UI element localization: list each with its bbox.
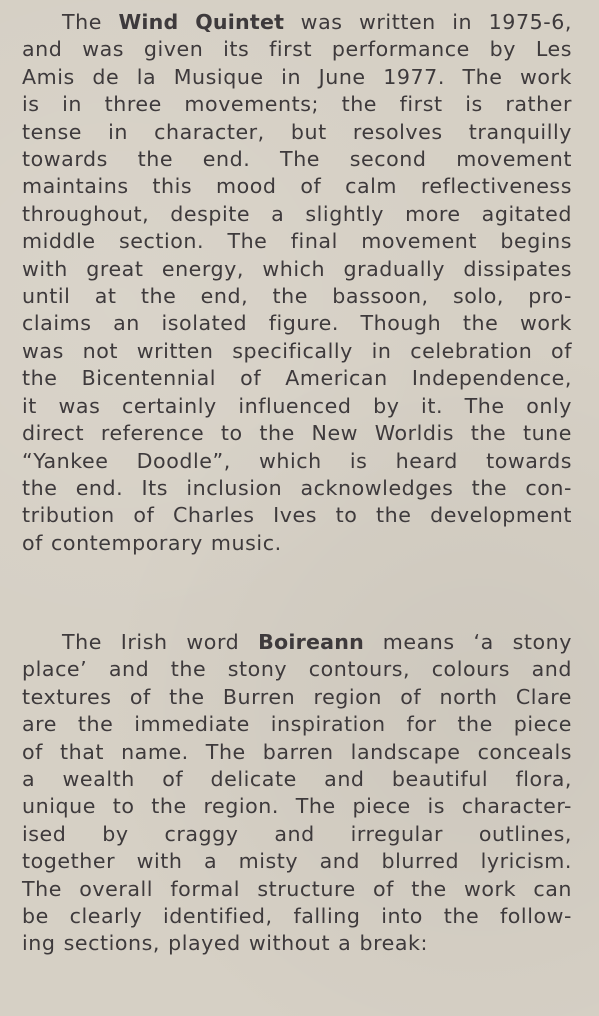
text-line: maintains this mood of calm reflectiveness xyxy=(22,174,572,199)
text-line: direct reference to the New Worldis the tune xyxy=(22,421,572,446)
text-line: towards the end. The second movement xyxy=(22,147,572,172)
text-line: middle section. The final movement begins xyxy=(22,229,572,254)
text-line: claims an isolated figure. Though the work xyxy=(22,311,572,336)
text-line: and was given its first performance by Les xyxy=(22,37,572,62)
text-line: of contemporary music. xyxy=(22,530,282,555)
text-line: together with a misty and blurred lyricism. xyxy=(22,849,572,874)
text-line: “Yankee Doodle”, which is heard towards xyxy=(22,448,572,473)
text-line: a wealth of delicate and beautiful flora, xyxy=(22,767,572,792)
text-line: the Bicentennial of American Independence, xyxy=(22,366,572,391)
text-line: unique to the region. The piece is character- xyxy=(22,794,572,819)
text-line: The Wind Quintet was written in 1975-6, xyxy=(62,10,572,34)
text-line: The overall formal structure of the work can xyxy=(22,876,572,901)
work-title-boireann: Boireann xyxy=(258,630,364,654)
text-line: textures of the Burren region of north Clare xyxy=(22,684,572,709)
text-line: ised by craggy and irregular outlines, xyxy=(22,821,572,846)
text-line: The Irish word Boireann means ‘a stony xyxy=(62,630,572,654)
text-line: tribution of Charles Ives to the development xyxy=(22,503,572,528)
text-line: place’ and the stony contours, colours and xyxy=(22,657,572,682)
boireann-paragraph xyxy=(22,629,572,958)
wind-quintet-paragraph xyxy=(22,9,572,557)
text-line: is in three movements; the first is rather xyxy=(22,92,572,117)
work-title-wind-quintet: Wind Quintet xyxy=(118,10,285,34)
text-line: ing sections, played without a break: xyxy=(22,931,428,956)
text-line: be clearly identified, falling into the follow- xyxy=(22,904,572,929)
text-line: it was certainly influenced by it. The only xyxy=(22,393,572,418)
text-line: until at the end, the bassoon, solo, pro- xyxy=(22,284,572,309)
text-line: with great energy, which gradually dissipates xyxy=(22,256,572,281)
text-line: of that name. The barren landscape conceals xyxy=(22,739,572,764)
text-line: tense in character, but resolves tranquilly xyxy=(22,119,572,144)
text-line: are the immediate inspiration for the piece xyxy=(22,712,572,737)
text-line: Amis de la Musique in June 1977. The work xyxy=(22,64,572,89)
text-line: throughout, despite a slightly more agitated xyxy=(22,201,572,226)
text-line: was not written specifically in celebration of xyxy=(22,338,572,363)
text-line: the end. Its inclusion acknowledges the con- xyxy=(22,475,572,500)
